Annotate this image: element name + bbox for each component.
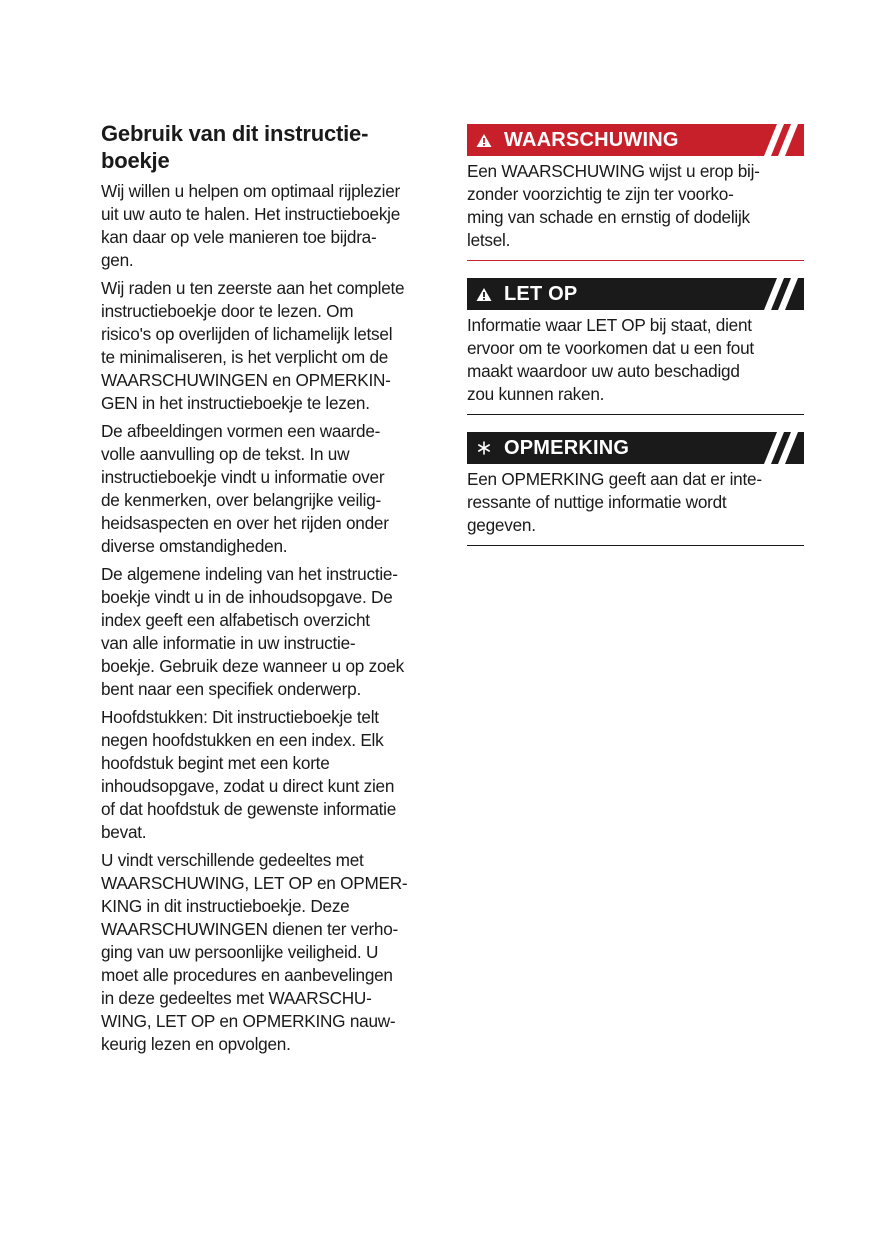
warning-notice	[467, 124, 804, 261]
asterisk-icon	[474, 438, 494, 458]
notice-column	[467, 124, 804, 546]
main-column	[101, 120, 437, 1061]
note-slash-decoration	[744, 432, 804, 464]
paragraph-illustrations: De afbeeldingen vormen een waarde- volle aanvulling op de tekst. In uw instructieboekje vindt u informatie over de kenmerken, over belangrijke veilig- heidsaspecten en over het rijden onder diverse omstandigheden.	[101, 421, 389, 556]
warning-slash-decoration	[744, 124, 804, 156]
paragraph-intro: Wij willen u helpen om optimaal rijplezier uit uw auto te halen. Het instructieboekje kan daar op vele manieren toe bijdra- gen.	[101, 181, 401, 270]
paragraph-notices: U vindt verschillende gedeeltes met WAARSCHUWING, LET OP en OPMER- KING in dit instructieboekje. Deze WAARSCHUWINGEN dienen ter verho- ging van uw persoonlijke veiligheid. U moet alle procedures en aanbevelingen in deze gedeeltes met WAARSCHU- WING, LET OP en OPMERKING nauw- keurig lezen en opvolgen.	[101, 850, 408, 1054]
warning-triangle-icon	[474, 130, 494, 150]
warning-label: WAARSCHUWING	[504, 128, 679, 151]
note-label: OPMERKING	[504, 436, 630, 459]
note-header	[467, 432, 804, 464]
warning-triangle-icon	[474, 284, 494, 304]
note-body: Een OPMERKING geeft aan dat er inte- ressante of nuttige informatie wordt gegeven.	[467, 469, 762, 535]
caution-notice	[467, 278, 804, 415]
caution-header	[467, 278, 804, 310]
warning-body: Een WAARSCHUWING wijst u erop bij- zonder voorzichtig te zijn ter voorko- ming van schade en ernstig of dodelijk letsel.	[467, 161, 760, 250]
caution-slash-decoration	[744, 278, 804, 310]
section-title: Gebruik van dit instructie- boekje	[101, 121, 369, 173]
paragraph-structure: De algemene indeling van het instructie- boekje vindt u in de inhoudsopgave. De index geeft een alfabetisch overzicht van alle informatie in uw instructie- boekje. Gebruik deze wanneer u op zoek bent naar een specifiek onderwerp.	[101, 564, 404, 699]
caution-body: Informatie waar LET OP bij staat, dient ervoor om te voorkomen dat u een fout maakt waardoor uw auto beschadigd zou kunnen raken.	[467, 315, 754, 404]
note-divider	[467, 545, 804, 546]
note-notice	[467, 432, 804, 546]
paragraph-chapters: Hoofdstukken: Dit instructieboekje telt negen hoofdstukken en een index. Elk hoofdstuk begint met een korte inhoudsopgave, zodat u direct kunt zien of dat hoofdstuk de gewenste informatie bevat.	[101, 707, 397, 842]
warning-header	[467, 124, 804, 156]
paragraph-read-advice: Wij raden u ten zeerste aan het complete instructieboekje door te lezen. Om risico's op overlijden of lichamelijk letsel te minimaliseren, is het verplicht om de WAARSCHUWINGEN en OPMERKIN- GEN in het instructieboekje te lezen.	[101, 278, 405, 413]
caution-label: LET OP	[504, 282, 578, 305]
